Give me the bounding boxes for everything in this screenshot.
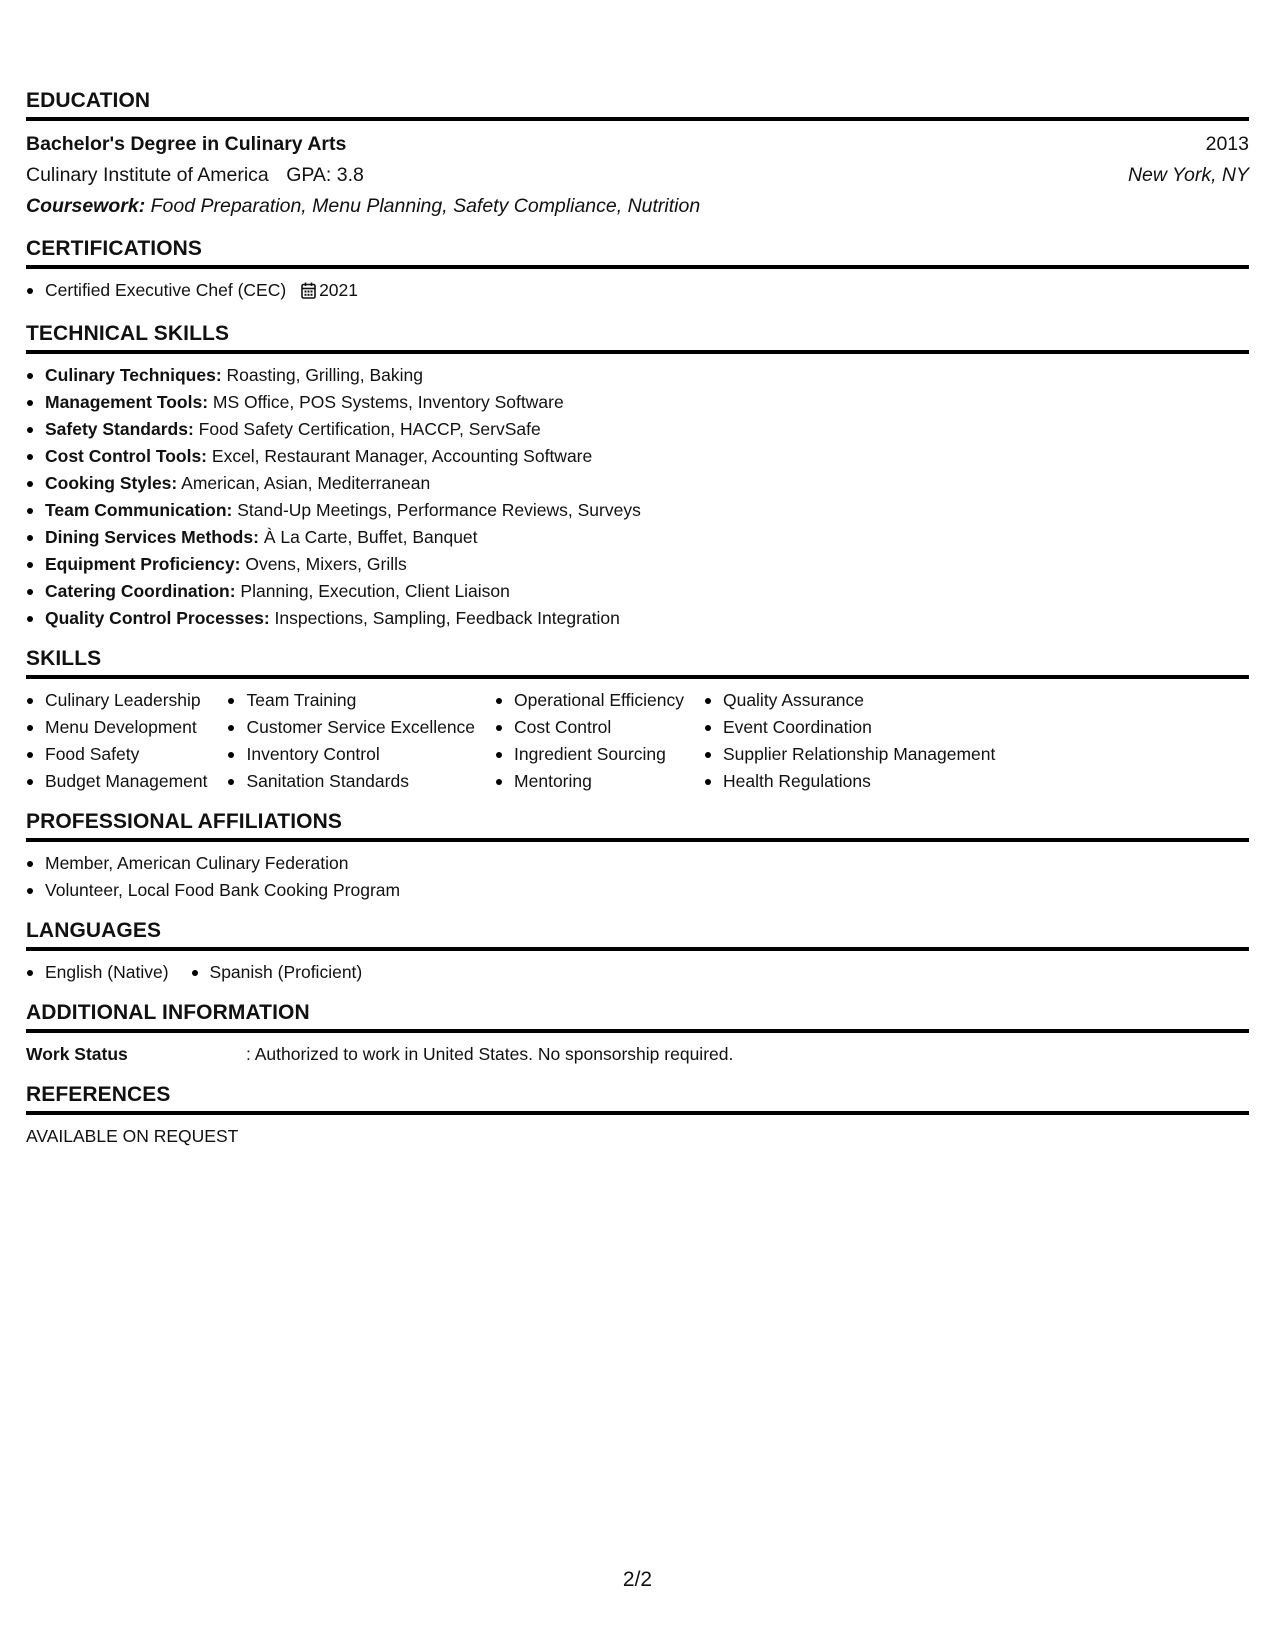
skill-values: Inspections, Sampling, Feedback Integration xyxy=(274,608,620,628)
list-item xyxy=(26,524,1249,551)
school-location: New York, NY xyxy=(1127,164,1249,186)
list-item xyxy=(26,416,1249,443)
work-status-label: Work Status xyxy=(26,1044,128,1064)
page-number: 2/2 xyxy=(622,1568,653,1591)
skill-category: Cost Control Tools: xyxy=(45,446,208,466)
list-item: Health Regulations xyxy=(704,768,995,795)
list-item: Food Safety xyxy=(26,741,207,768)
skill-values: American, Asian, Mediterranean xyxy=(181,473,431,493)
section-title: TECHNICAL SKILLS xyxy=(26,321,1249,354)
work-status-value: : Authorized to work in United States. No sponsorship required. xyxy=(246,1044,734,1064)
resume-page xyxy=(26,88,1249,1164)
skill-category: Team Communication: xyxy=(45,500,233,520)
skill-category: Management Tools: xyxy=(45,392,209,412)
skill-category: Safety Standards: xyxy=(45,419,194,439)
graduation-year: 2013 xyxy=(1205,133,1249,155)
coursework-label: Coursework: xyxy=(26,195,146,217)
languages-section xyxy=(26,918,1249,986)
skill-category: Dining Services Methods: xyxy=(45,527,259,547)
coursework-list: Food Preparation, Menu Planning, Safety Compliance, Nutrition xyxy=(150,195,701,217)
skill-category: Equipment Proficiency: xyxy=(45,554,241,574)
list-item xyxy=(26,443,1249,470)
section-title: REFERENCES xyxy=(26,1082,1249,1115)
certifications-section xyxy=(26,236,1249,307)
list-item xyxy=(26,578,1249,605)
list-item: Spanish (Proficient) xyxy=(191,959,363,986)
list-item: Cost Control xyxy=(495,714,684,741)
list-item: Customer Service Excellence xyxy=(227,714,475,741)
list-item: Team Training xyxy=(227,687,475,714)
list-item xyxy=(26,497,1249,524)
affiliations-section xyxy=(26,809,1249,904)
list-item: Budget Management xyxy=(26,768,207,795)
degree-name: Bachelor's Degree in Culinary Arts xyxy=(26,133,347,155)
list-item: Sanitation Standards xyxy=(227,768,475,795)
skill-category: Quality Control Processes: xyxy=(45,608,270,628)
skill-category: Cooking Styles: xyxy=(45,473,178,493)
list-item xyxy=(26,389,1249,416)
references-text: AVAILABLE ON REQUEST xyxy=(26,1126,239,1146)
list-item: Member, American Culinary Federation xyxy=(26,850,1249,877)
references-section xyxy=(26,1082,1249,1150)
section-title: PROFESSIONAL AFFILIATIONS xyxy=(26,809,1249,842)
certification-name: Certified Executive Chef (CEC) xyxy=(45,280,287,300)
skills-column xyxy=(227,687,475,795)
section-title: LANGUAGES xyxy=(26,918,1249,951)
skill-category: Catering Coordination: xyxy=(45,581,236,601)
calendar-icon xyxy=(301,280,316,307)
skill-values: À La Carte, Buffet, Banquet xyxy=(263,527,478,547)
skills-column xyxy=(495,687,684,795)
list-item: Supplier Relationship Management xyxy=(704,741,995,768)
list-item: Operational Efficiency xyxy=(495,687,684,714)
section-title: EDUCATION xyxy=(26,88,1249,121)
list-item xyxy=(26,362,1249,389)
list-item: Inventory Control xyxy=(227,741,475,768)
list-item xyxy=(26,551,1249,578)
skills-grid xyxy=(26,687,1249,795)
skills-column xyxy=(26,687,207,795)
skill-values: Planning, Execution, Client Liaison xyxy=(240,581,510,601)
skill-values: Roasting, Grilling, Baking xyxy=(226,365,424,385)
additional-info-section xyxy=(26,1000,1249,1068)
list-item xyxy=(26,277,1249,307)
skill-values: Food Safety Certification, HACCP, ServSafe xyxy=(198,419,541,439)
list-item: Mentoring xyxy=(495,768,684,795)
list-item: Volunteer, Local Food Bank Cooking Program xyxy=(26,877,1249,904)
skills-section xyxy=(26,646,1249,795)
coursework xyxy=(26,191,1249,222)
technical-skills-section xyxy=(26,321,1249,632)
list-item xyxy=(26,470,1249,497)
certification-year: 2021 xyxy=(319,280,359,300)
list-item: Quality Assurance xyxy=(704,687,995,714)
education-section xyxy=(26,88,1249,222)
list-item xyxy=(26,605,1249,632)
skill-values: MS Office, POS Systems, Inventory Software xyxy=(212,392,564,412)
skill-values: Ovens, Mixers, Grills xyxy=(245,554,407,574)
section-title: ADDITIONAL INFORMATION xyxy=(26,1000,1249,1033)
school-name: Culinary Institute of America xyxy=(26,164,269,186)
list-item: Ingredient Sourcing xyxy=(495,741,684,768)
skills-column xyxy=(704,687,995,795)
skill-values: Excel, Restaurant Manager, Accounting Software xyxy=(211,446,593,466)
section-title: SKILLS xyxy=(26,646,1249,679)
list-item: Culinary Leadership xyxy=(26,687,207,714)
skill-category: Culinary Techniques: xyxy=(45,365,222,385)
gpa: GPA: 3.8 xyxy=(286,164,364,186)
list-item: English (Native) xyxy=(26,959,169,986)
list-item: Event Coordination xyxy=(704,714,995,741)
list-item: Menu Development xyxy=(26,714,207,741)
section-title: CERTIFICATIONS xyxy=(26,236,1249,269)
skill-values: Stand-Up Meetings, Performance Reviews, Surveys xyxy=(237,500,641,520)
